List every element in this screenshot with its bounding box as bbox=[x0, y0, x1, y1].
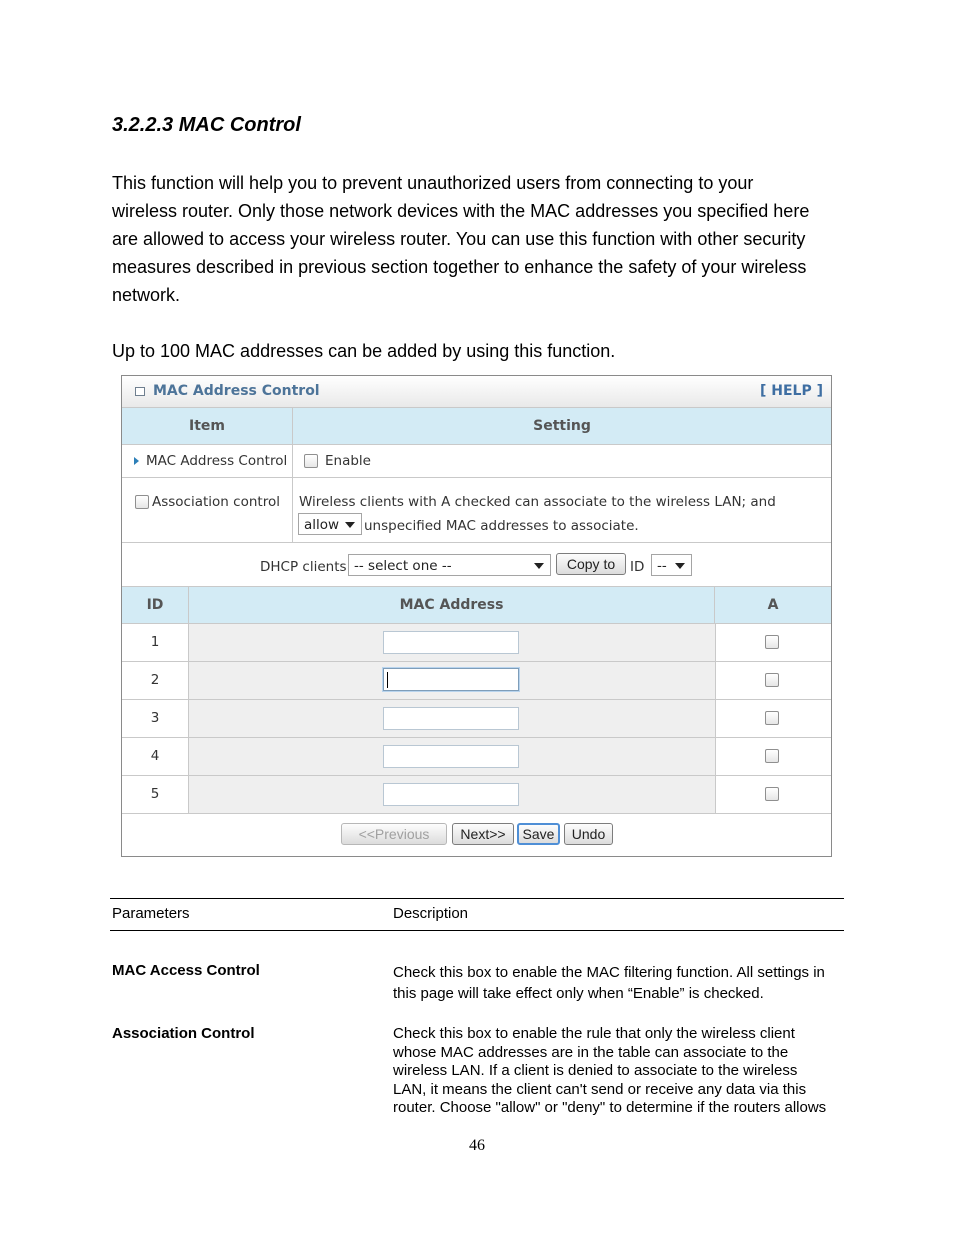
desc-line: this page will take effect only when “Enable” is checked. bbox=[393, 985, 764, 1002]
association-policy-value: allow bbox=[304, 517, 340, 533]
text-caret bbox=[387, 672, 388, 688]
chevron-down-icon bbox=[675, 563, 685, 569]
association-description: Wireless clients with A checked can associate to the wireless LAN; and bbox=[299, 494, 776, 510]
mac-control-label: MAC Address Control bbox=[146, 453, 288, 469]
table-row bbox=[122, 662, 831, 700]
mac-address-control-panel bbox=[121, 375, 832, 857]
association-control-checkbox[interactable] bbox=[135, 495, 149, 509]
mac-address-input[interactable] bbox=[383, 745, 519, 768]
association-control-label: Association control bbox=[152, 494, 280, 510]
associate-checkbox[interactable] bbox=[765, 635, 779, 649]
panel-title: MAC Address Control bbox=[153, 383, 320, 399]
intro-line: wireless router. Only those network devices with the MAC addresses you specified here bbox=[112, 201, 810, 221]
page-number: 46 bbox=[469, 1137, 485, 1154]
param-name: MAC Access Control bbox=[112, 962, 260, 979]
parameters-header: Parameters bbox=[112, 905, 190, 922]
intro-line: network. bbox=[112, 285, 181, 305]
column-header-mac-address: MAC Address bbox=[189, 587, 715, 624]
arrow-right-icon bbox=[134, 457, 139, 465]
associate-checkbox[interactable] bbox=[765, 749, 779, 763]
section-title: 3.2.2.3 MAC Control bbox=[112, 114, 301, 136]
mac-address-input[interactable] bbox=[383, 631, 519, 654]
association-description-2: unspecified MAC addresses to associate. bbox=[364, 518, 639, 534]
param-description bbox=[393, 962, 845, 1004]
table-row bbox=[122, 624, 831, 662]
associate-checkbox[interactable] bbox=[765, 711, 779, 725]
id-select-value: -- bbox=[657, 558, 667, 574]
row-id: 4 bbox=[150, 748, 160, 764]
intro-line: measures described in previous section together to enhance the safety of your wireless bbox=[112, 257, 807, 277]
enable-checkbox[interactable] bbox=[304, 454, 318, 468]
table-row bbox=[122, 700, 831, 738]
intro-line: are allowed to access your wireless router. You can use this function with other security bbox=[112, 229, 806, 249]
column-header-item: Item bbox=[122, 408, 293, 445]
row-id: 1 bbox=[150, 634, 160, 650]
copy-to-button[interactable]: Copy to bbox=[556, 553, 626, 575]
desc-line: whose MAC addresses are in the table can associate to the bbox=[393, 1043, 789, 1061]
row-id: 3 bbox=[150, 710, 160, 726]
table-rule-top bbox=[110, 898, 844, 899]
enable-label: Enable bbox=[325, 453, 371, 469]
desc-line: Check this box to enable the rule that only the wireless client bbox=[393, 1025, 795, 1042]
undo-button[interactable]: Undo bbox=[564, 823, 613, 845]
row-id: 5 bbox=[150, 786, 160, 802]
table-rule-bottom bbox=[110, 930, 844, 931]
desc-line: wireless LAN. If a client is denied to associate to the wireless bbox=[393, 1062, 798, 1079]
chevron-down-icon bbox=[534, 563, 544, 569]
column-header-id: ID bbox=[122, 587, 189, 624]
limit-paragraph: Up to 100 MAC addresses can be added by using this function. bbox=[112, 341, 616, 361]
desc-line: LAN, it means the client can't send or receive any data via this bbox=[393, 1080, 807, 1098]
table-row bbox=[122, 776, 831, 814]
mac-address-input[interactable] bbox=[383, 783, 519, 806]
param-name: Association Control bbox=[112, 1025, 255, 1042]
dhcp-clients-label: DHCP clients bbox=[260, 559, 347, 575]
previous-button[interactable]: <<Previous bbox=[341, 823, 447, 845]
panel-collapse-icon bbox=[135, 387, 145, 396]
intro-line: This function will help you to prevent unauthorized users from connecting to your bbox=[112, 173, 754, 193]
id-select[interactable] bbox=[651, 554, 692, 576]
associate-checkbox[interactable] bbox=[765, 787, 779, 801]
table-row bbox=[122, 738, 831, 776]
param-description bbox=[393, 1025, 845, 1118]
help-link[interactable]: [ HELP ] bbox=[759, 383, 823, 399]
description-header: Description bbox=[393, 905, 469, 922]
column-header-setting: Setting bbox=[293, 408, 831, 445]
intro-paragraph bbox=[112, 169, 847, 309]
desc-line: Check this box to enable the MAC filtering function. All settings in bbox=[393, 964, 825, 981]
next-button[interactable]: Next>> bbox=[452, 823, 514, 845]
dhcp-clients-value: -- select one -- bbox=[354, 558, 452, 574]
mac-address-input[interactable] bbox=[383, 707, 519, 730]
column-header-a: A bbox=[715, 587, 831, 624]
panel-header bbox=[122, 376, 831, 408]
id-label: ID bbox=[630, 559, 645, 575]
association-policy-select[interactable] bbox=[298, 513, 362, 535]
dhcp-clients-select[interactable] bbox=[348, 554, 551, 576]
row-id: 2 bbox=[150, 672, 160, 688]
save-button[interactable]: Save bbox=[517, 823, 560, 845]
associate-checkbox[interactable] bbox=[765, 673, 779, 687]
mac-address-input[interactable] bbox=[383, 668, 519, 691]
desc-line: router. Choose "allow" or "deny" to determine if the routers allows bbox=[393, 1099, 827, 1116]
chevron-down-icon bbox=[345, 522, 355, 528]
